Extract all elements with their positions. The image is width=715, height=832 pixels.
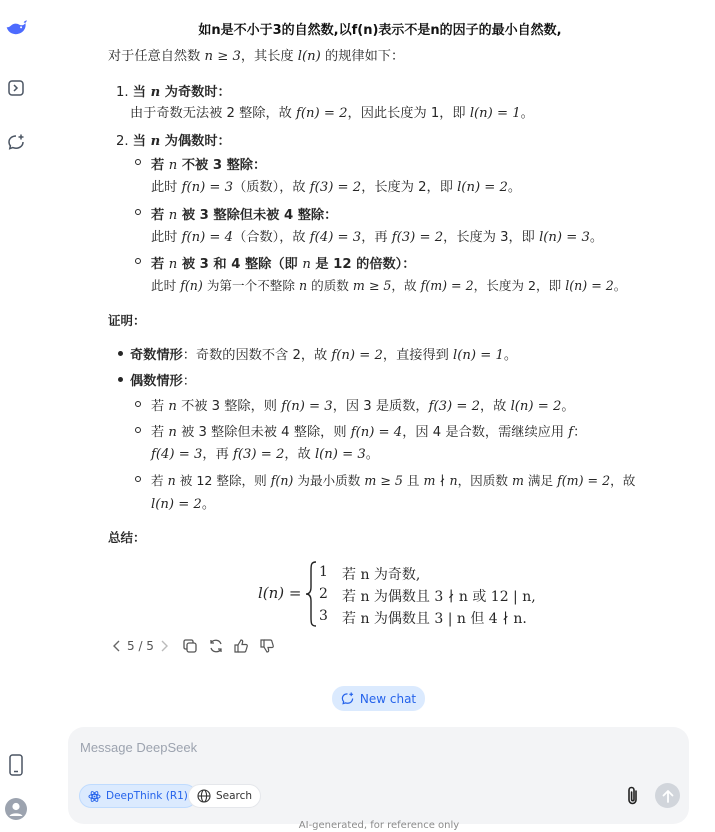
formula-lhs: l(n) = — [258, 584, 302, 602]
proof-even-case-1: 若 n 不被 3 整除，则 f(n) = 3，因 3 是质数，f(3) = 2，故 l(n) = 2。 — [151, 399, 575, 414]
new-chat-button[interactable] — [332, 686, 425, 711]
formula-row-2-value: 2 — [319, 586, 328, 602]
sub-case-2-body: 此时 f(n) = 4（合数），故 f(4) = 3，再 f(3) = 2，长度为 3，即 l(n) = 3。 — [151, 230, 604, 245]
prev-icon[interactable] — [108, 637, 126, 655]
thumbs-down-icon[interactable] — [258, 637, 276, 655]
arrow-up-icon — [662, 789, 674, 803]
sub-case-2-heading: 若 n 被 3 整除但未被 4 整除： — [151, 208, 338, 223]
proof-odd: 奇数情形：奇数的因数不含 2，故 f(n) = 2，直接得到 l(n) = 1。 — [130, 348, 518, 363]
list-bullet — [135, 258, 141, 264]
proof-even-case-3-cont: l(n) = 2。 — [151, 497, 216, 512]
globe-icon — [197, 789, 211, 803]
send-button[interactable] — [655, 783, 680, 808]
answer-intro: 对于任意自然数 n ≥ 3，其长度 l(n) 的规律如下： — [108, 49, 405, 64]
search-toggle[interactable] — [188, 784, 261, 808]
new-chat-icon — [341, 692, 354, 705]
proof-even-case-2-cont: f(4) = 3，再 f(3) = 2，故 l(n) = 3。 — [151, 447, 379, 462]
list-bullet — [135, 401, 141, 407]
list-bullet — [118, 351, 123, 356]
proof-heading: 证明： — [108, 313, 146, 328]
thumbs-up-icon[interactable] — [232, 637, 250, 655]
formula-row-3-value: 3 — [319, 608, 328, 624]
sub-case-3-body: 此时 f(n) 为第一个不整除 n 的质数 m ≥ 5，故 f(m) = 2，长度为 2，即 l(n) = 2。 — [151, 278, 627, 293]
copy-icon[interactable] — [181, 637, 199, 655]
formula-row-2-condition: 若 n 为偶数且 3 ∤ n 或 12 | n, — [342, 589, 536, 605]
proof-even-case-2: 若 n 被 3 整除但未被 4 整除，则 f(n) = 4，因 4 是合数，需继续应用 f： — [151, 425, 587, 440]
next-icon[interactable] — [155, 637, 173, 655]
atom-icon — [88, 790, 101, 803]
list-bullet — [118, 377, 123, 382]
user-question: 如n是不小于3的自然数,以f(n)表示不是n的因子的最小自然数, — [198, 23, 562, 38]
sub-case-3-heading: 若 n 被 3 和 4 整除（即 n 是 12 的倍数）： — [151, 257, 416, 272]
formula-row-3-condition: 若 n 为偶数且 3 | n 但 4 ∤ n. — [342, 611, 527, 627]
proof-even-case-3: 若 n 被 12 整除，则 f(n) 为最小质数 m ≥ 5 且 m ∤ n，因质数 m 满足 f(m) = 2，故 — [151, 473, 636, 488]
paperclip-icon[interactable] — [624, 785, 642, 807]
regenerate-icon[interactable] — [207, 637, 225, 655]
list-bullet — [135, 209, 141, 215]
case-even-heading: 2. 当 n 为偶数时： — [116, 134, 231, 149]
list-bullet — [135, 476, 141, 482]
search-label: Search — [216, 790, 253, 802]
disclaimer-text: AI-generated, for reference only — [298, 820, 460, 831]
message-composer — [68, 727, 689, 824]
sub-case-1-body: 此时 f(n) = 3（质数），故 f(3) = 2，长度为 2，即 l(n) = 2。 — [151, 180, 522, 195]
case-odd-body: 由于奇数无法被 2 整除，故 f(n) = 2，因此长度为 1，即 l(n) = 1。 — [130, 106, 534, 121]
formula-row-1-value: 1 — [319, 564, 328, 580]
list-bullet — [135, 427, 141, 433]
summary-heading: 总结： — [108, 530, 146, 545]
pager-text: 5 / 5 — [127, 639, 154, 653]
sub-case-1-heading: 若 n 不被 3 整除： — [151, 158, 267, 173]
proof-even-heading: 偶数情形： — [130, 374, 196, 389]
case-odd-heading: 1. 当 n 为奇数时： — [116, 85, 231, 100]
list-bullet — [135, 159, 141, 165]
message-input[interactable] — [80, 735, 640, 759]
formula-brace — [305, 561, 317, 627]
deepthink-toggle[interactable] — [79, 784, 197, 808]
deepthink-label: DeepThink (R1) — [106, 790, 188, 802]
new-chat-label: New chat — [359, 691, 417, 706]
formula-row-1-condition: 若 n 为奇数, — [342, 567, 421, 583]
